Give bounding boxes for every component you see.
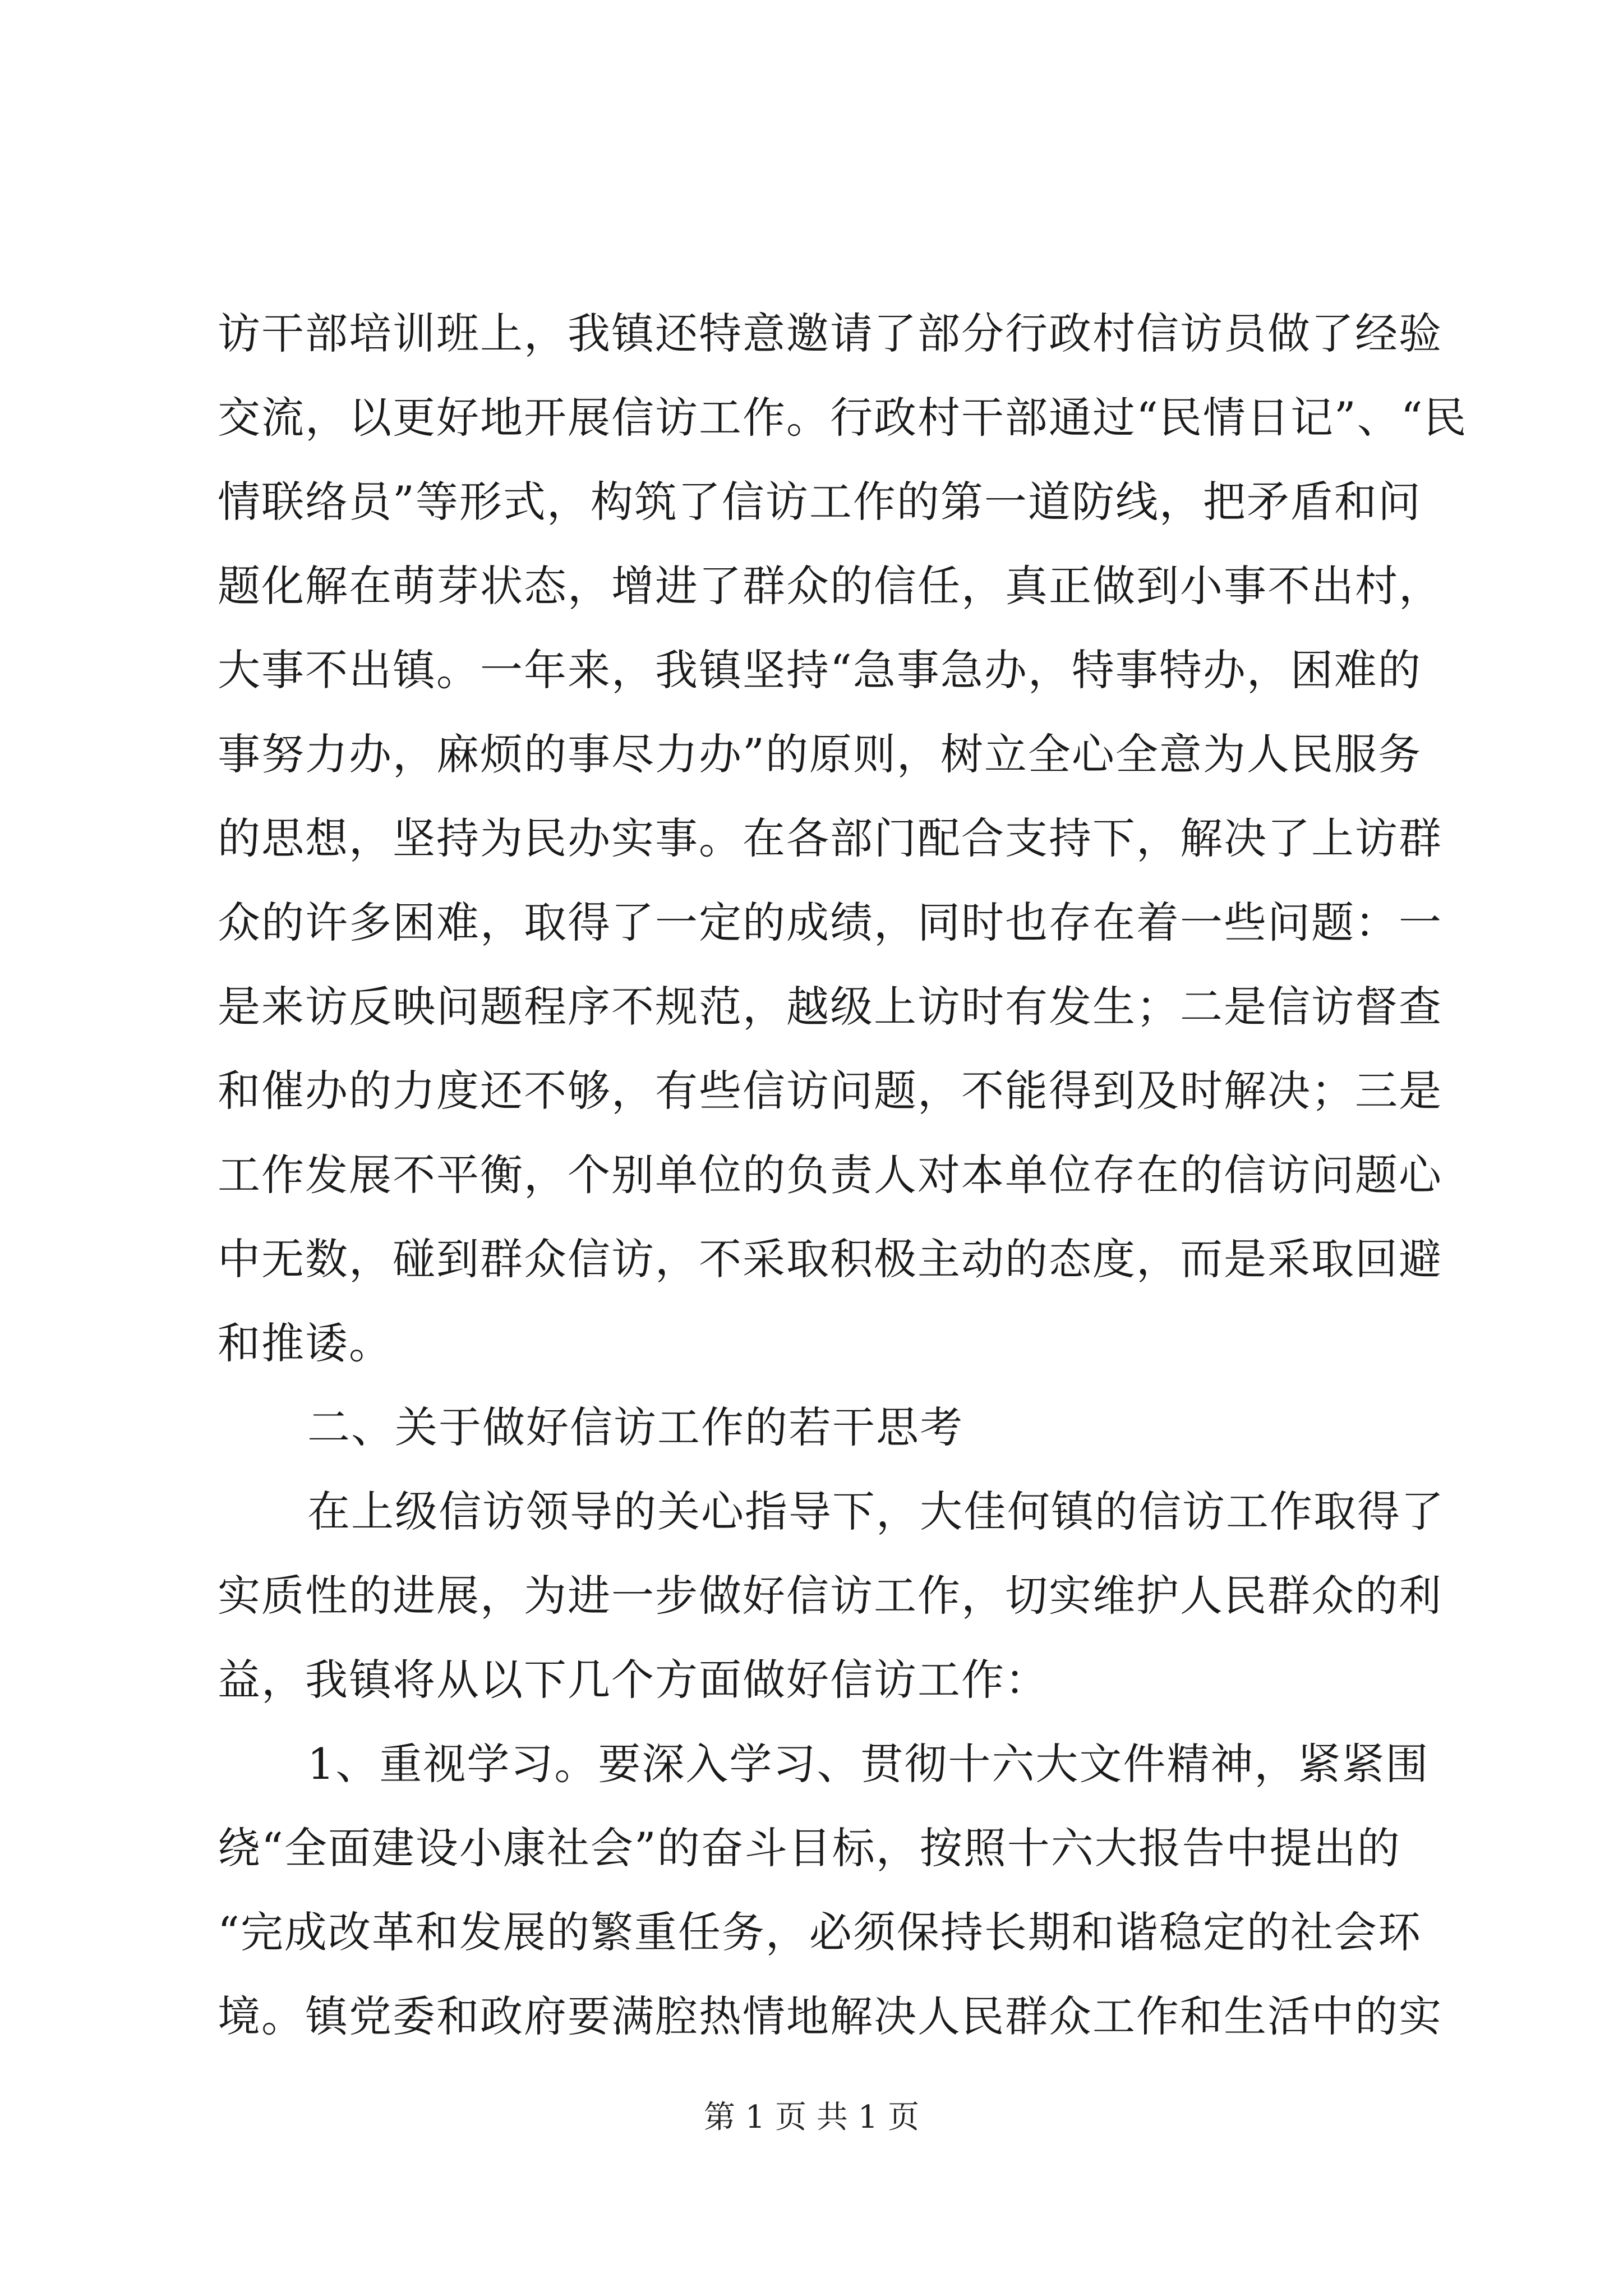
text-line-6: 事努力办，麻烦的事尽力办”的原则，树立全心全意为人民服务 xyxy=(218,729,1422,779)
page-footer xyxy=(0,2095,1623,2140)
text-line-15: 在上级信访领导的关心指导下，大佳何镇的信访工作取得了 xyxy=(307,1487,1445,1536)
text-line-17: 益，我镇将从以下几个方面做好信访工作： xyxy=(218,1655,1049,1705)
text-line-1: 访干部培训班上，我镇还特意邀请了部分行政村信访员做了经验 xyxy=(218,309,1442,358)
text-line-20: “完成改革和发展的繁重任务，必须保持长期和谐稳定的社会环 xyxy=(218,1907,1422,1957)
text-line-9: 是来访反映问题程序不规范，越级上访时有发生；二是信访督查 xyxy=(218,982,1442,1032)
text-line-8: 众的许多困难，取得了一定的成绩，同时也存在着一些问题：一 xyxy=(218,898,1442,947)
text-line-10: 和催办的力度还不够，有些信访问题，不能得到及时解决；三是 xyxy=(218,1066,1442,1116)
text-line-7: 的思想，坚持为民办实事。在各部门配合支持下，解决了上访群 xyxy=(218,813,1442,863)
text-line-2: 交流，以更好地开展信访工作。行政村干部通过“民情日记”、“民 xyxy=(218,393,1468,443)
text-line-5: 大事不出镇。一年来，我镇坚持“急事急办，特事特办，困难的 xyxy=(218,645,1422,695)
document-body xyxy=(218,292,1468,2059)
text-line-12: 中无数，碰到群众信访，不采取积极主动的态度，而是采取回避 xyxy=(218,1234,1442,1284)
text-line-16: 实质性的进展，为进一步做好信访工作，切实维护人民群众的利 xyxy=(218,1571,1442,1621)
text-line-11: 工作发展不平衡，个别单位的负责人对本单位存在的信访问题心 xyxy=(218,1150,1442,1200)
section-heading: 二、关于做好信访工作的若干思考 xyxy=(307,1402,963,1452)
text-line-4: 题化解在萌芽状态，增进了群众的信任，真正做到小事不出村， xyxy=(218,561,1442,611)
text-line-21: 境。镇党委和政府要满腔热情地解决人民群众工作和生活中的实 xyxy=(218,1991,1442,2041)
text-line-19: 绕“全面建设小康社会”的奋斗目标，按照十六大报告中提出的 xyxy=(218,1823,1401,1873)
page-number-label: 第 1 页 共 1 页 xyxy=(703,2099,920,2136)
text-line-13: 和推诿。 xyxy=(218,1318,393,1368)
text-line-3: 情联络员”等形式，构筑了信访工作的第一道防线，把矛盾和问 xyxy=(218,477,1422,527)
text-line-18: 1、重视学习。要深入学习、贯彻十六大文件精神，紧紧围 xyxy=(307,1739,1430,1789)
